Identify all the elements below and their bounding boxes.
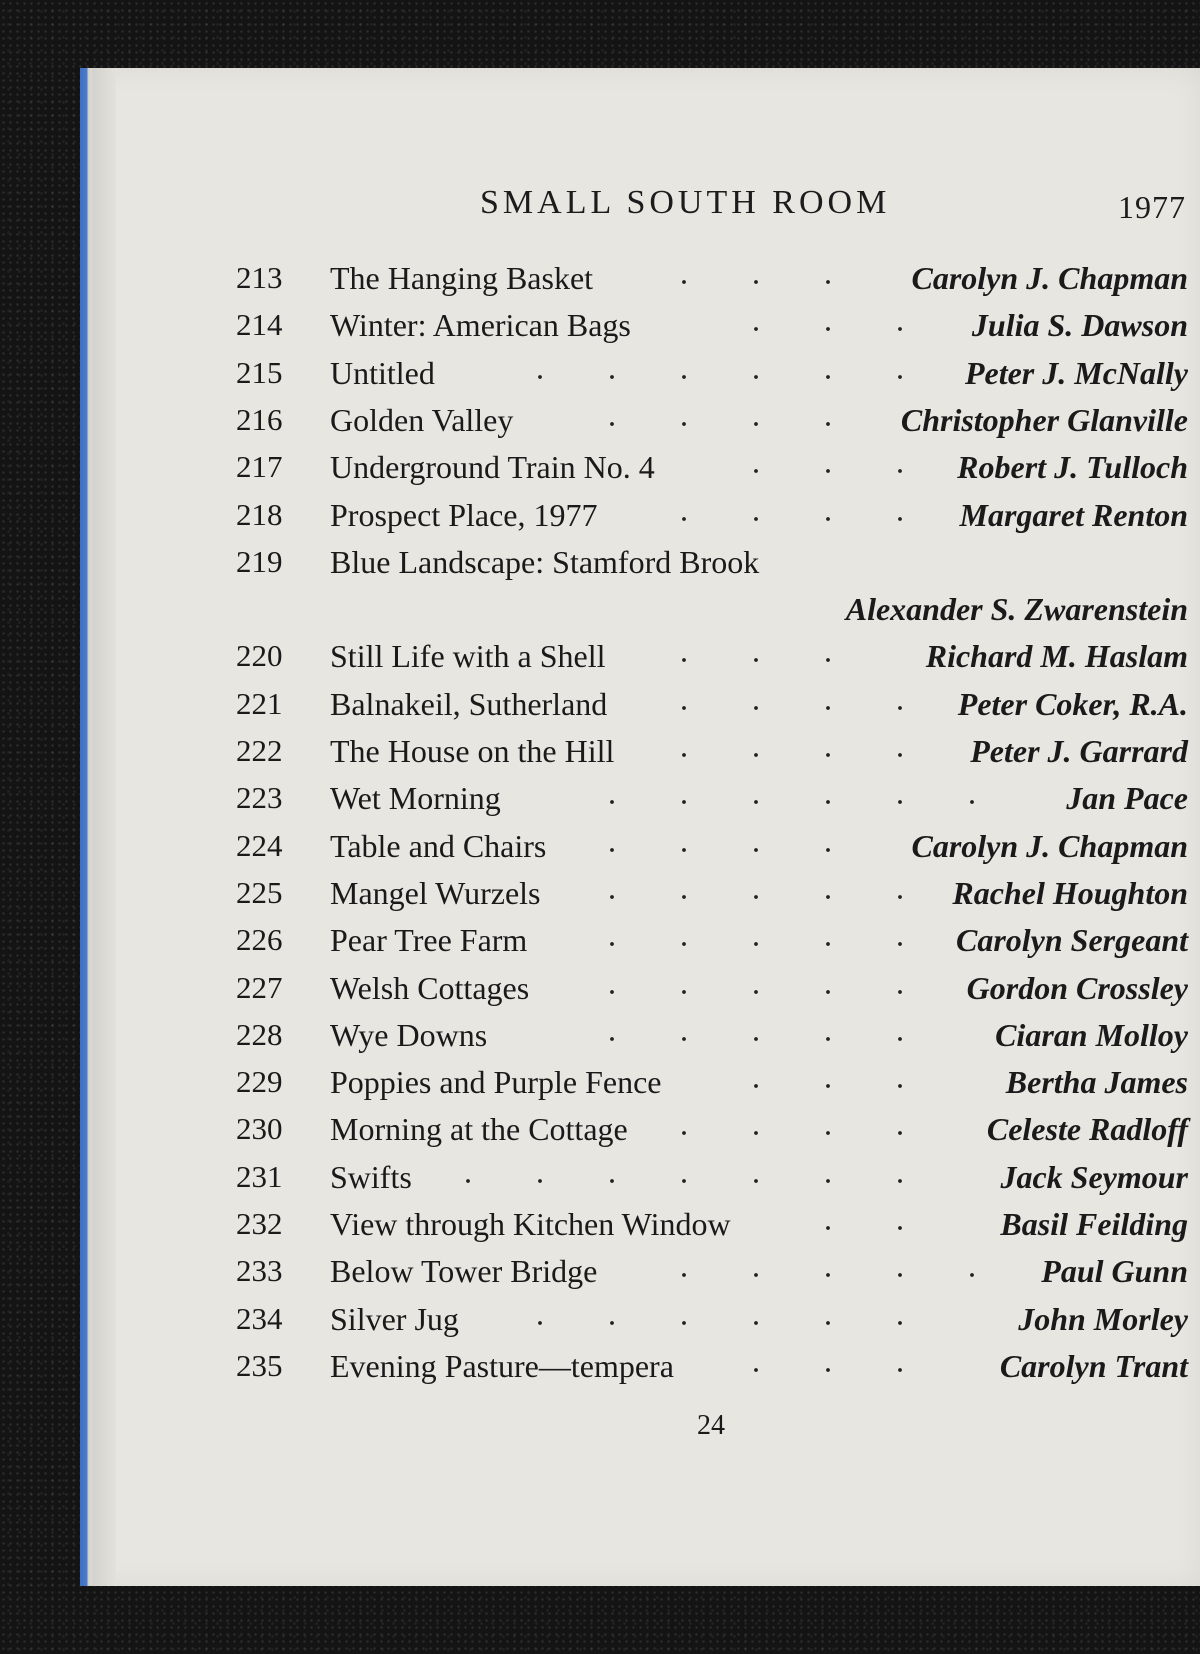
entry-artist: Peter Coker, R.A. (957, 685, 1188, 722)
entry-number: 229 (236, 1064, 283, 1100)
entry-artist: Peter J. McNally (964, 354, 1188, 391)
catalogue-entry (0, 449, 1200, 495)
entry-number: 223 (236, 780, 283, 816)
entry-title: Golden Valley (330, 401, 514, 438)
entry-title: Below Tower Bridge (330, 1253, 598, 1290)
catalogue-entry (0, 733, 1200, 779)
entry-number: 230 (236, 1111, 283, 1147)
entry-number: 233 (236, 1253, 283, 1289)
catalogue-entry (0, 1111, 1200, 1157)
dot-leader (720, 461, 936, 481)
entry-artist: Christopher Glanville (900, 401, 1188, 438)
entry-title: Prospect Place, 1977 (330, 496, 598, 533)
catalogue-entry (0, 1348, 1200, 1394)
entry-number: 216 (236, 401, 283, 437)
entry-number: 213 (236, 260, 283, 295)
dot-leader (576, 1029, 936, 1049)
catalogue-entry-continuation (0, 591, 1200, 637)
dot-leader (576, 792, 1008, 812)
entry-artist: Peter J. Garrard (970, 733, 1188, 769)
catalogue-entry (0, 828, 1200, 874)
entry-title: Pear Tree Farm (330, 922, 528, 959)
entry-artist: Bertha James (1005, 1064, 1188, 1101)
entry-title: Morning at the Cottage (330, 1111, 628, 1148)
entry-artist: Gordon Crossley (966, 969, 1188, 1006)
dot-leader (720, 1360, 936, 1380)
catalogue-entry (0, 875, 1200, 921)
entry-artist: Paul Gunn (1041, 1253, 1188, 1290)
entry-number: 224 (236, 827, 283, 863)
entry-artist: Richard M. Haslam (925, 638, 1188, 675)
dot-leader (648, 272, 864, 292)
entry-title: Table and Chairs (330, 827, 547, 864)
entry-title: Wye Downs (330, 1016, 488, 1053)
entry-number: 232 (236, 1206, 283, 1241)
entry-artist: Alexander S. Zwarenstein (845, 591, 1188, 628)
entry-artist: Rachel Houghton (952, 874, 1188, 911)
entry-title: Winter: American Bags (330, 307, 631, 344)
catalogue-entry (0, 970, 1200, 1016)
catalogue-entry (0, 1017, 1200, 1063)
entry-title: Blue Landscape: Stamford Brook (330, 543, 760, 580)
entry-title: The Hanging Basket (330, 260, 594, 296)
catalogue-entry (0, 1159, 1200, 1205)
catalogue-entry (0, 355, 1200, 401)
dot-leader (648, 1123, 936, 1143)
catalogue-entry (0, 922, 1200, 968)
entry-number: 221 (236, 685, 283, 721)
entry-artist: Carolyn Sergeant (955, 922, 1188, 959)
dot-leader (648, 698, 936, 718)
entry-artist: Margaret Renton (959, 496, 1188, 533)
catalogue-entry (0, 497, 1200, 543)
entry-artist: Basil Feilding (1000, 1206, 1188, 1242)
entry-title: Poppies and Purple Fence (330, 1064, 662, 1101)
entry-artist: John Morley (1018, 1300, 1188, 1337)
dot-leader (576, 982, 936, 1002)
entry-artist: Carolyn Trant (999, 1347, 1188, 1384)
dot-leader (648, 650, 864, 670)
dot-leader (648, 509, 936, 529)
entry-artist: Julia S. Dawson (971, 307, 1188, 344)
entry-number: 219 (236, 543, 283, 579)
entry-artist: Jack Seymour (1000, 1158, 1188, 1195)
entry-artist: Celeste Radloff (986, 1111, 1188, 1148)
entry-artist: Ciaran Molloy (995, 1016, 1188, 1053)
entry-artist: Robert J. Tulloch (957, 449, 1188, 486)
entry-artist: Carolyn J. Chapman (911, 827, 1188, 864)
catalogue-entry (0, 260, 1200, 306)
entry-number: 222 (236, 733, 283, 768)
catalogue-entry (0, 638, 1200, 684)
entry-number: 227 (236, 969, 283, 1005)
entry-title: Welsh Cottages (330, 969, 530, 1006)
catalogue-entry (0, 1253, 1200, 1299)
entry-title: Swifts (330, 1158, 412, 1195)
catalogue-entry (0, 686, 1200, 732)
entry-number: 225 (236, 874, 283, 910)
entry-title: Untitled (330, 354, 435, 391)
catalogue-entry (0, 1064, 1200, 1110)
catalogue-entry (0, 780, 1200, 826)
entry-number: 218 (236, 496, 283, 532)
dot-leader (576, 840, 864, 860)
dot-leader (432, 1171, 936, 1191)
section-title: SMALL SOUTH ROOM (480, 184, 891, 221)
dot-leader (504, 367, 936, 387)
dot-leader (720, 1076, 936, 1096)
catalogue-entry (0, 544, 1200, 590)
entry-number: 226 (236, 922, 283, 958)
entry-title: Underground Train No. 4 (330, 449, 655, 486)
entry-title: Silver Jug (330, 1300, 459, 1337)
entry-title: Mangel Wurzels (330, 874, 541, 911)
entry-number: 215 (236, 354, 283, 390)
entry-title: Evening Pasture—tempera (330, 1347, 674, 1384)
catalogue-entry (0, 1206, 1200, 1252)
entry-artist: Jan Pace (1066, 780, 1188, 817)
entry-number: 234 (236, 1300, 283, 1336)
dot-leader (576, 414, 864, 434)
entry-number: 231 (236, 1158, 283, 1194)
dot-leader (576, 887, 936, 907)
entry-title: View through Kitchen Window (330, 1206, 731, 1242)
entry-title: Wet Morning (330, 780, 501, 817)
catalogue-entry (0, 402, 1200, 448)
entry-number: 214 (236, 307, 283, 343)
header-year: 1977 (1118, 189, 1186, 225)
dot-leader (504, 1313, 936, 1333)
catalogue-entry (0, 1301, 1200, 1347)
entry-title: Still Life with a Shell (330, 638, 606, 675)
entry-number: 228 (236, 1016, 283, 1052)
page-number: 24 (697, 1410, 725, 1441)
dot-leader (720, 319, 936, 339)
entry-number: 217 (236, 449, 283, 485)
dot-leader (648, 1265, 1008, 1285)
dot-leader (576, 934, 936, 954)
entry-number: 235 (236, 1347, 283, 1383)
dot-leader (792, 1218, 936, 1238)
entry-number: 220 (236, 638, 283, 674)
dot-leader (648, 745, 936, 765)
entry-title: Balnakeil, Sutherland (330, 685, 608, 722)
entry-title: The House on the Hill (330, 733, 615, 769)
entry-artist: Carolyn J. Chapman (911, 260, 1188, 296)
catalogue-entry (0, 307, 1200, 353)
